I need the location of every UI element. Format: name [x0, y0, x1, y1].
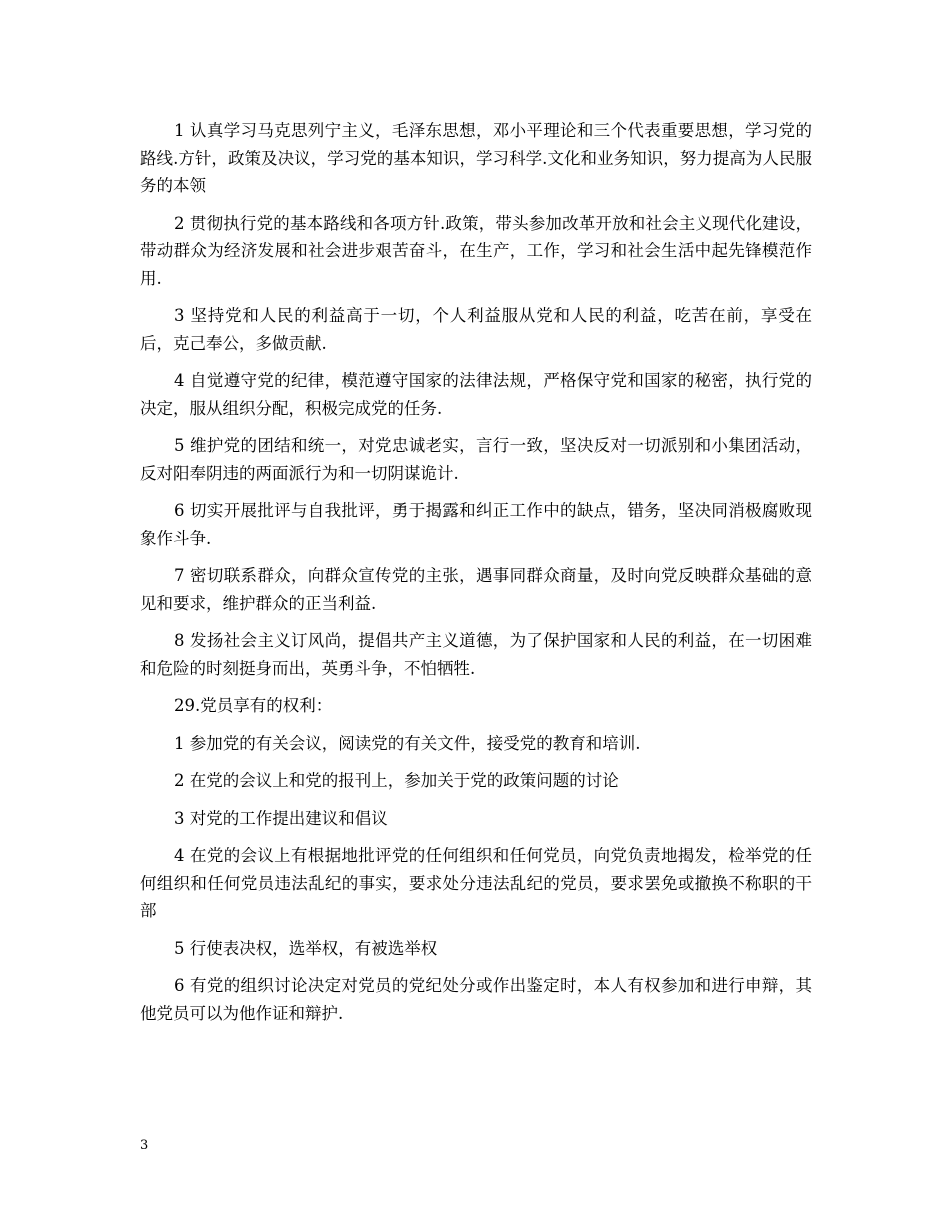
- paragraph-right-3: 3 对党的工作提出建议和倡议: [174, 808, 388, 828]
- paragraph-duty-5: 5 维护党的团结和统一，对党忠诚老实，言行一致，坚决反对一切派别和小集团活动，反对阳奉阴违的两面派行为和一切阴谋诡计.: [140, 436, 812, 483]
- section-heading-rights: 29.党员享有的权利：: [174, 696, 333, 715]
- paragraph-duty-8: 8 发扬社会主义订风尚，提倡共产主义道德，为了保护国家和人民的利益，在一切困难和危险的时刻挺身而出，英勇斗争，不怕牺牲.: [140, 631, 812, 678]
- paragraph-right-2: 2 在党的会议上和党的报刊上，参加关于党的政策问题的讨论: [174, 771, 619, 790]
- paragraph-duty-3: 3 坚持党和人民的利益高于一切，个人利益服从党和人民的利益，吃苦在前，享受在后，克己奉公，多做贡献.: [140, 306, 812, 353]
- paragraph-right-1: 1 参加党的有关会议，阅读党的有关文件，接受党的教育和培训.: [174, 733, 641, 753]
- paragraph-duty-2: 2 贯彻执行党的基本路线和各项方针.政策，带头参加改革开放和社会主义现代化建设，带动群众为经济发展和社会进步艰苦奋斗，在生产，工作，学习和社会生活中起先锋模范作用.: [140, 213, 812, 288]
- paragraph-duty-7: 7 密切联系群众，向群众宣传党的主张，遇事同群众商量，及时向党反映群众基础的意见和要求，维护群众的正当利益.: [140, 566, 812, 613]
- paragraph-duty-6: 6 切实开展批评与自我批评，勇于揭露和纠正工作中的缺点，错务，坚决同消极腐败现象作斗争.: [140, 501, 812, 548]
- paragraph-duty-1: 1 认真学习马克思列宁主义，毛泽东思想，邓小平理论和三个代表重要思想，学习党的路线.方针，政策及决议，学习党的基本知识，学习科学.文化和业务知识，努力提高为人民服务的本领: [140, 121, 812, 195]
- paragraph-right-5: 5 行使表决权，选举权，有被选举权: [174, 938, 438, 958]
- paragraph-right-4: 4 在党的会议上有根据地批评党的任何组织和任何党员，向党负责地揭发，检举党的任何组织和任何党员违法乱纪的事实，要求处分违法乱纪的党员，要求罢免或撤换不称职的干部: [140, 846, 812, 920]
- paragraph-right-6: 6 有党的组织讨论决定对党员的党纪处分或作出鉴定时，本人有权参加和进行申辩，其他党员可以为他作证和辩护.: [140, 976, 812, 1023]
- paragraph-duty-4: 4 自觉遵守党的纪律，模范遵守国家的法律法规，严格保守党和国家的秘密，执行党的决定，服从组织分配，积极完成党的任务.: [140, 371, 812, 418]
- page-number: 3: [140, 1138, 149, 1153]
- document-body: [140, 117, 812, 1037]
